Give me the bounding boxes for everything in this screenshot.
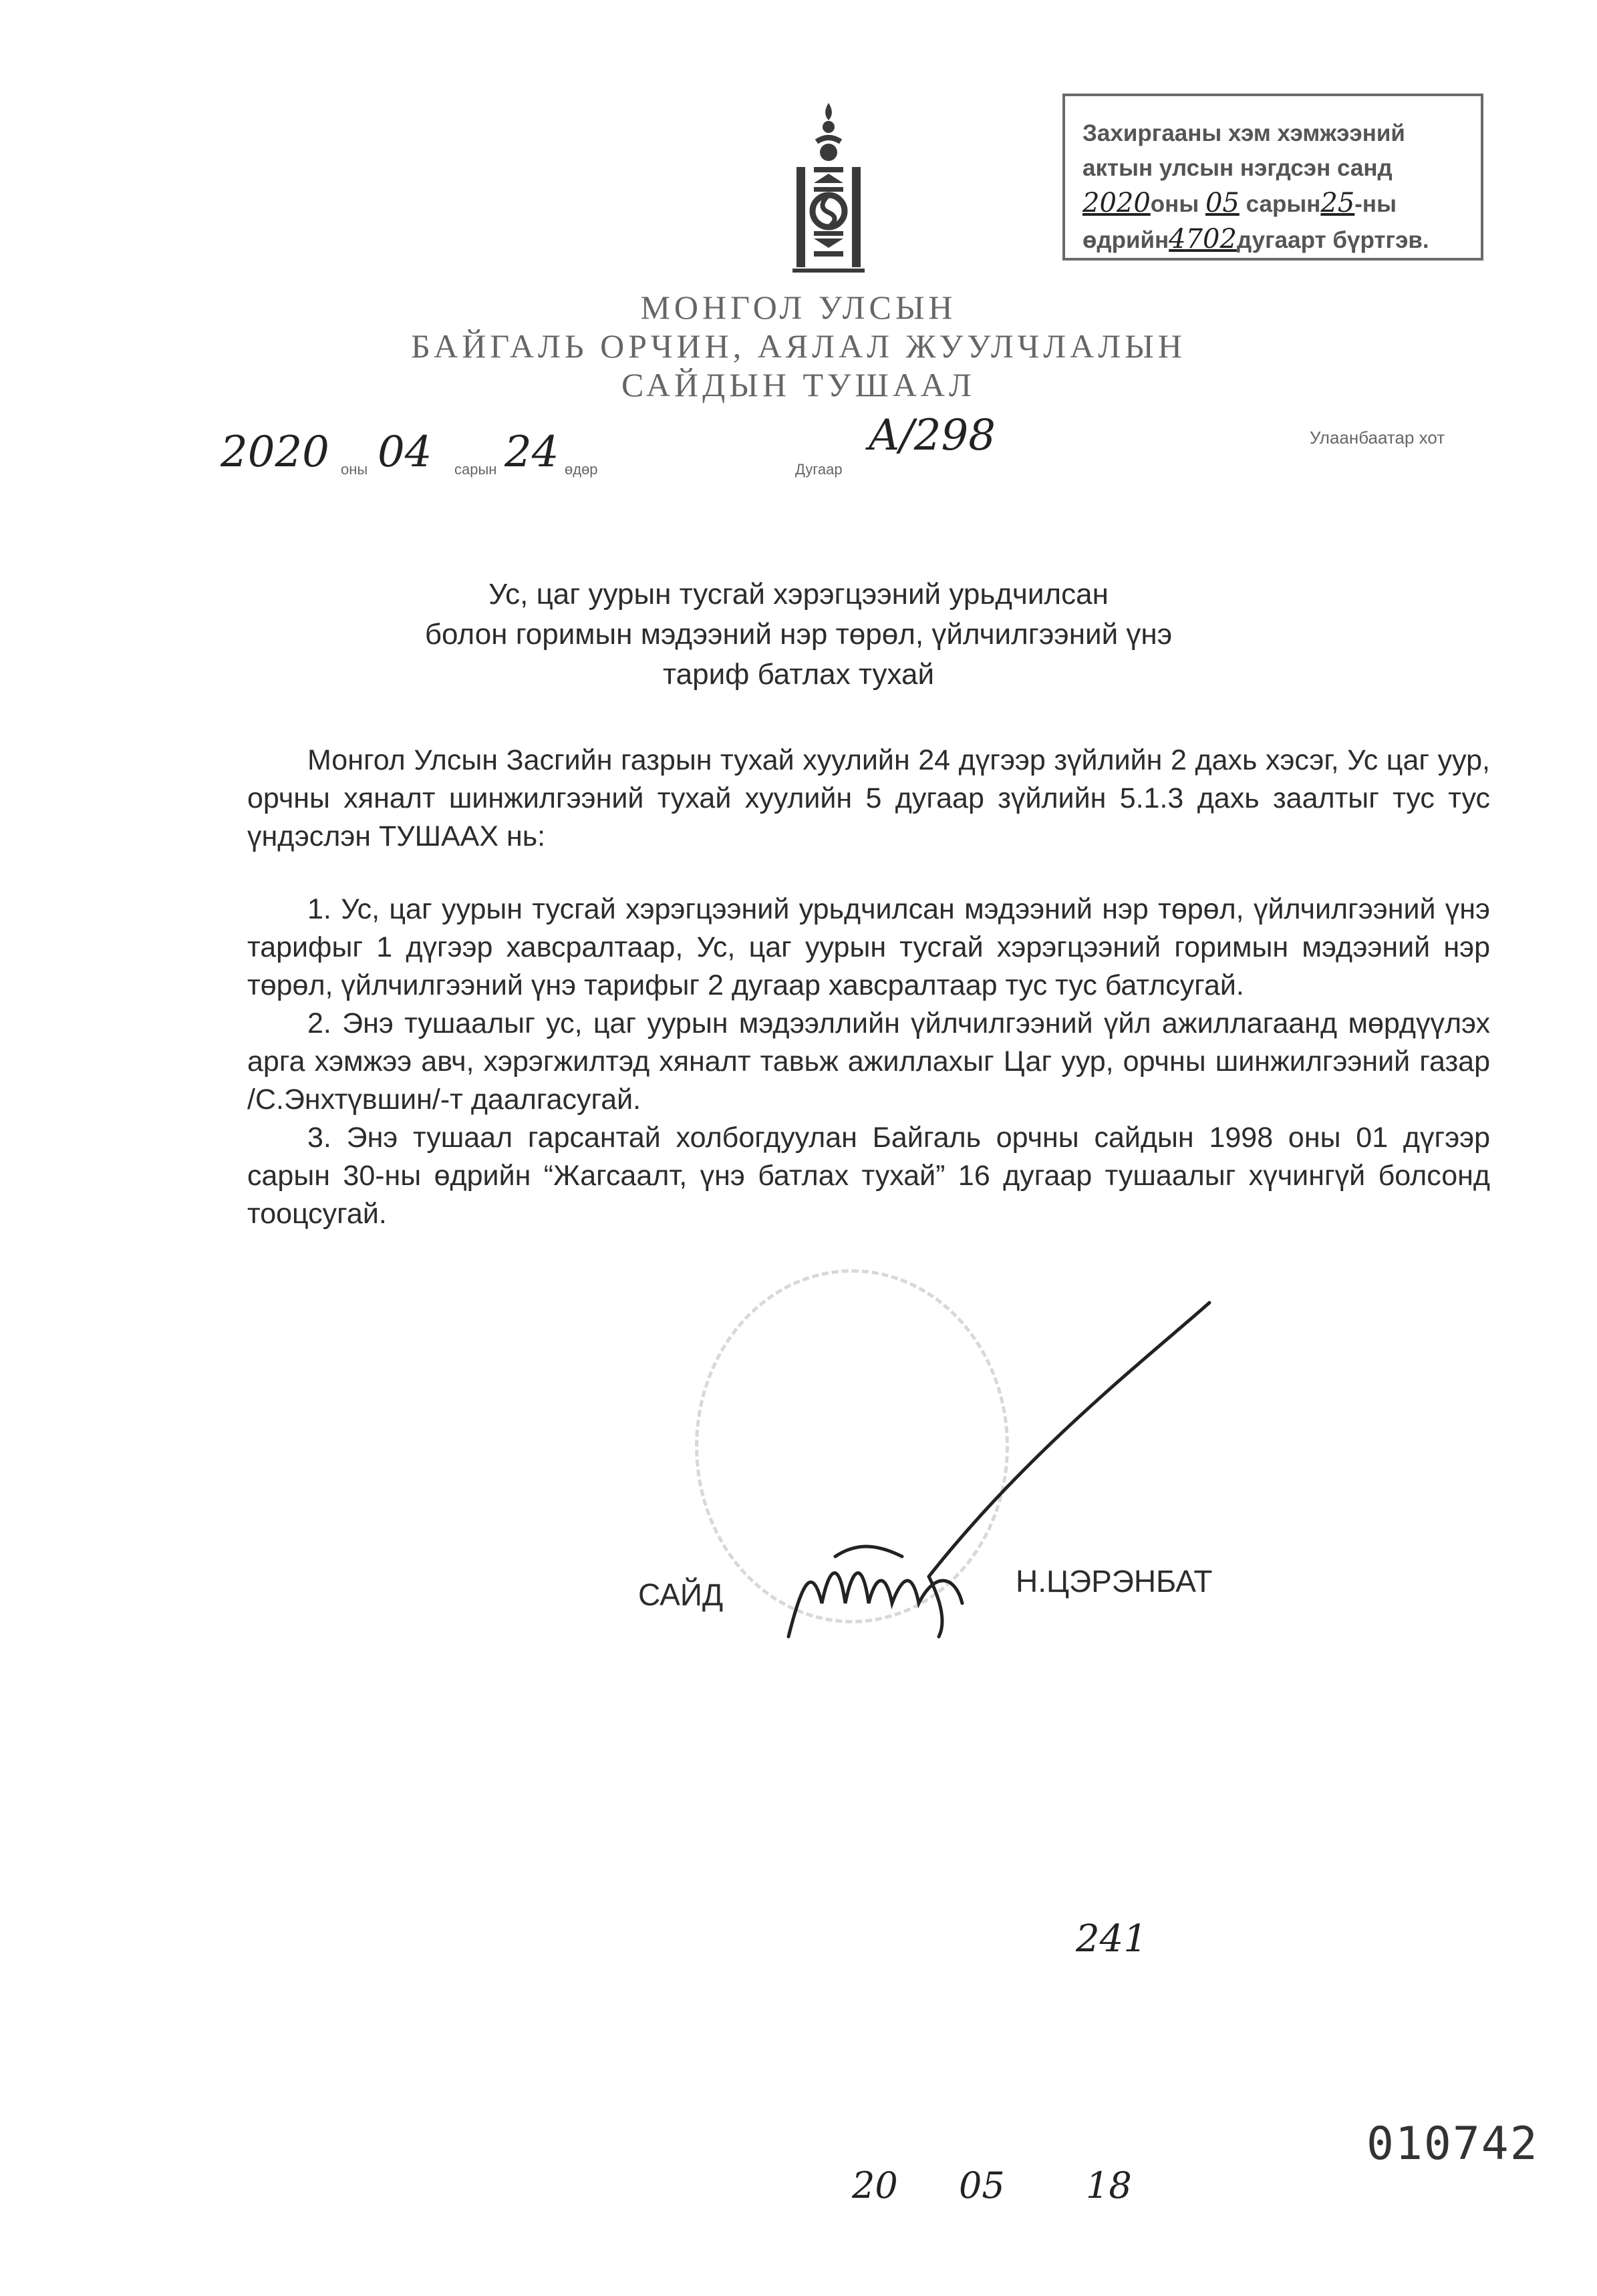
- header-line-2: БАЙГАЛЬ ОРЧИН, АЯЛАЛ ЖУУЛЧЛАЛЫН: [411, 327, 1186, 365]
- stamp-month-suffix: сарын: [1246, 191, 1321, 217]
- received-date-month-handwritten: 05: [959, 2164, 1005, 2206]
- order-number-handwritten: A/298: [869, 411, 996, 460]
- header-line-3: САЙДЫН ТУШААЛ: [621, 366, 976, 403]
- received-number-handwritten: 241: [1076, 1917, 1147, 1961]
- date-day-label: өдөр: [565, 461, 598, 478]
- stamp-line-4: [1082, 222, 1463, 258]
- city-label: Улаанбаатар хот: [1310, 428, 1445, 448]
- received-date-year-handwritten: 20: [852, 2164, 898, 2206]
- body-item-2: 2. Энэ тушаалыг ус, цаг уурын мэдээллийн үйлчилгээний үйл ажиллагаанд мөрдүүлэх арга хэмжээ авч, хэрэгжилтэд хяналт тавьж ажиллахыг Цаг уур, орчны шинжилгээний газар /С.Энхтүвшин/-т даалгасугай.: [247, 1007, 1490, 1116]
- date-year-label: оны: [341, 461, 368, 478]
- body-item-1: 1. Ус, цаг уурын тусгай хэрэгцээний урьдчилсан мэдээний нэр төрөл, үйлчилгээний үнэ тарифыг 1 дүгээр хавсралтаар, Ус, цаг уурын тусгай хэрэгцээний горимын мэдээний нэр төрөл, үйлчилгээний үнэ тарифыг 2 дугаар хавсралтаар тус тус батлсугай.: [247, 893, 1490, 1001]
- document-serial-number: 010742: [1366, 2118, 1539, 2170]
- document-body: [247, 742, 1490, 1233]
- order-number-label: Дугаар: [795, 461, 843, 478]
- stamp-number-handwritten: 4702: [1169, 224, 1237, 255]
- stamp-day-handwritten: 25: [1320, 188, 1355, 218]
- stamp-line-2: актын улсын нэгдсэн санд: [1082, 155, 1393, 181]
- date-year-handwritten: 2020: [221, 428, 329, 477]
- stamp-line-3: [1082, 186, 1463, 222]
- signatory-title: САЙД: [638, 1577, 724, 1612]
- date-day-handwritten: 24: [504, 428, 559, 477]
- stamp-day-suffix: -ны: [1354, 191, 1397, 217]
- stamp-month-handwritten: 05: [1205, 188, 1240, 218]
- body-intro: Монгол Улсын Засгийн газрын тухай хуулийн 24 дүгээр зүйлийн 2 дахь хэсэг, Ус цаг уур, орчны хяналт шинжилгээний тухай хуулийн 5 дугаар зүйлийн 5.1.3 дахь заалтыг тус тус үндэслэн ТУШААХ нь:: [247, 744, 1490, 852]
- stamp-line-1: Захиргааны хэм хэмжээний: [1082, 120, 1405, 146]
- signatory-name: Н.ЦЭРЭНБАТ: [1016, 1564, 1213, 1599]
- title-line-1: Ус, цаг уурын тусгай хэрэгцээний урьдчилсан: [488, 578, 1109, 611]
- date-month-handwritten: 04: [378, 428, 432, 477]
- title-line-3: тариф батлах тухай: [662, 658, 935, 691]
- stamp-year-suffix: оны: [1150, 191, 1199, 217]
- registration-stamp: [1062, 94, 1483, 261]
- stamp-line4-suffix: дугаарт бүртгэв.: [1236, 227, 1429, 253]
- title-line-2: болон горимын мэдээний нэр төрөл, үйлчилгээний үнэ: [424, 618, 1173, 651]
- header-line-1: МОНГОЛ УЛСЫН: [640, 289, 957, 326]
- body-item-3: 3. Энэ тушаал гарсантай холбогдуулан Байгаль орчны сайдын 1998 оны 01 дүгээр сарын 30-ны өдрийн “Жагсаалт, үнэ батлах тухай” 16 дугаар тушаалыг хүчингүй болсонд тооцсугай.: [247, 1122, 1490, 1230]
- date-month-label: сарын: [454, 461, 497, 478]
- stamp-line4-prefix: өдрийн: [1082, 227, 1169, 253]
- state-emblem-icon: [787, 100, 870, 277]
- signature-icon: [775, 1289, 1243, 1663]
- received-date-day-handwritten: 18: [1086, 2164, 1132, 2206]
- document-title: [0, 575, 1597, 695]
- stamp-year-handwritten: 2020: [1082, 188, 1151, 218]
